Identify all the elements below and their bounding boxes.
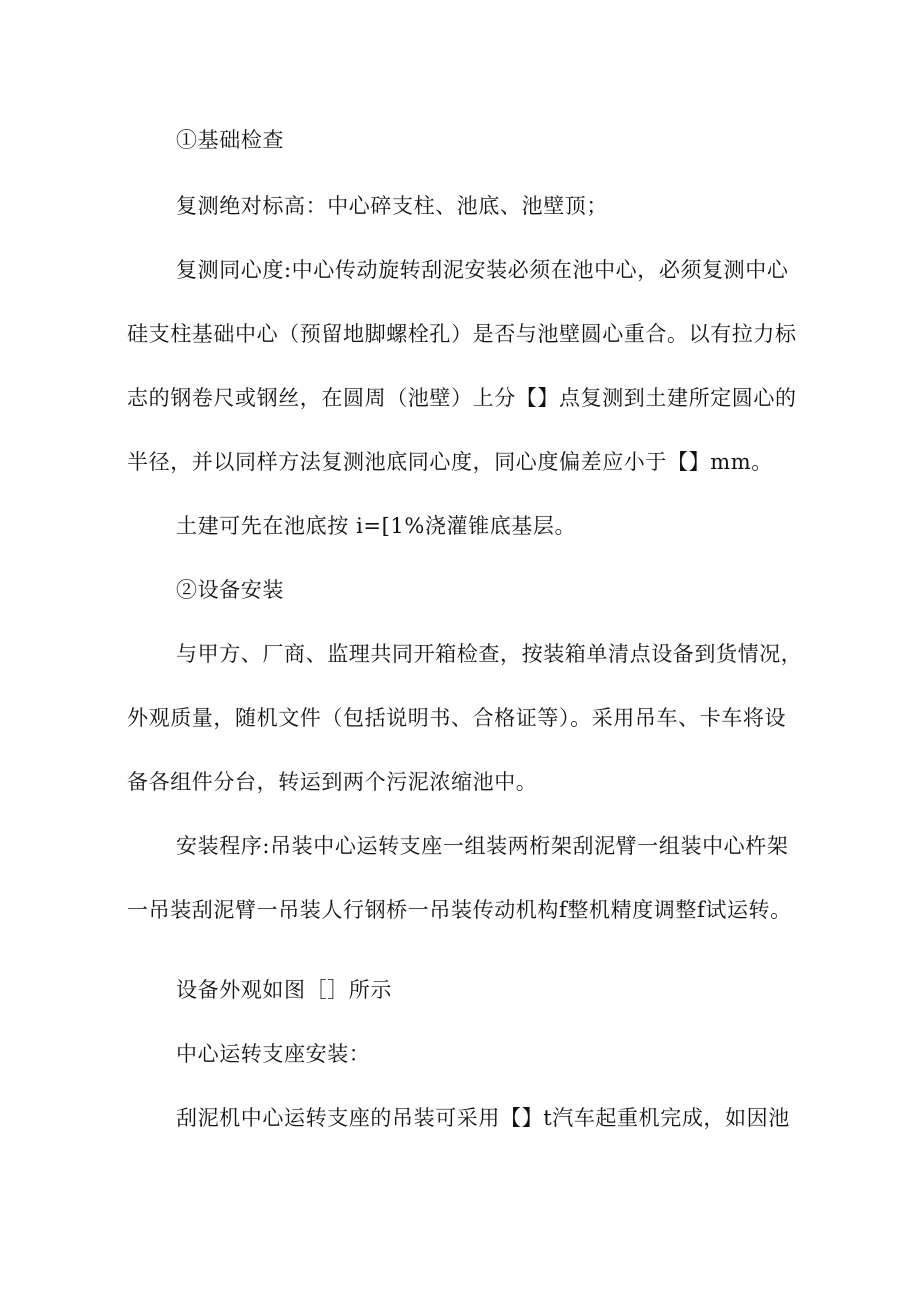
paragraph-line: 志的钢卷尺或钢丝，在圆周（池壁）上分【】点复测到土建所定圆心的 (127, 386, 797, 410)
paragraph-line: 外观质量，随机文件（包括说明书、合格证等）。采用吊车、卡车将设 (127, 706, 787, 730)
paragraph-line: 安装程序:吊装中心运转支座一组装两桁架刮泥臂一组装中心杵架 (176, 834, 789, 858)
paragraph-line: 一吊装刮泥臂一吊装人行钢桥一吊装传动机构f整机精度调整f试运转。 (127, 898, 792, 922)
paragraph-line: 刮泥机中心运转支座的吊装可采用【】t汽车起重机完成，如因池 (176, 1106, 790, 1130)
figure-reference: 设备外观如图［］所示 (176, 978, 392, 1002)
subsection-heading: 中心运转支座安装： (176, 1042, 371, 1066)
paragraph-line: 复测同心度:中心传动旋转刮泥安装必须在池中心，必须复测中心 (176, 258, 789, 282)
section-heading-foundation-check: ①基础检查 (176, 128, 284, 152)
section-heading-equipment-install: ②设备安装 (176, 578, 284, 602)
paragraph-line: 复测绝对标高：中心碎支柱、池底、池壁顶； (176, 194, 608, 218)
paragraph-line: 半径，并以同样方法复测池底同心度，同心度偏差应小于【】mm。 (127, 450, 773, 474)
paragraph-line: 与甲方、厂商、监理共同开箱检查，按装箱单清点设备到货情况， (176, 642, 803, 666)
paragraph-line: 土建可先在池底按 i=[1%浇灌锥底基层。 (176, 514, 577, 538)
paragraph-line: 备各组件分台，转运到两个污泥浓缩池中。 (127, 770, 538, 794)
paragraph-line: 硅支柱基础中心（预留地脚螺栓孔）是否与池壁圆心重合。以有拉力标 (127, 322, 797, 346)
